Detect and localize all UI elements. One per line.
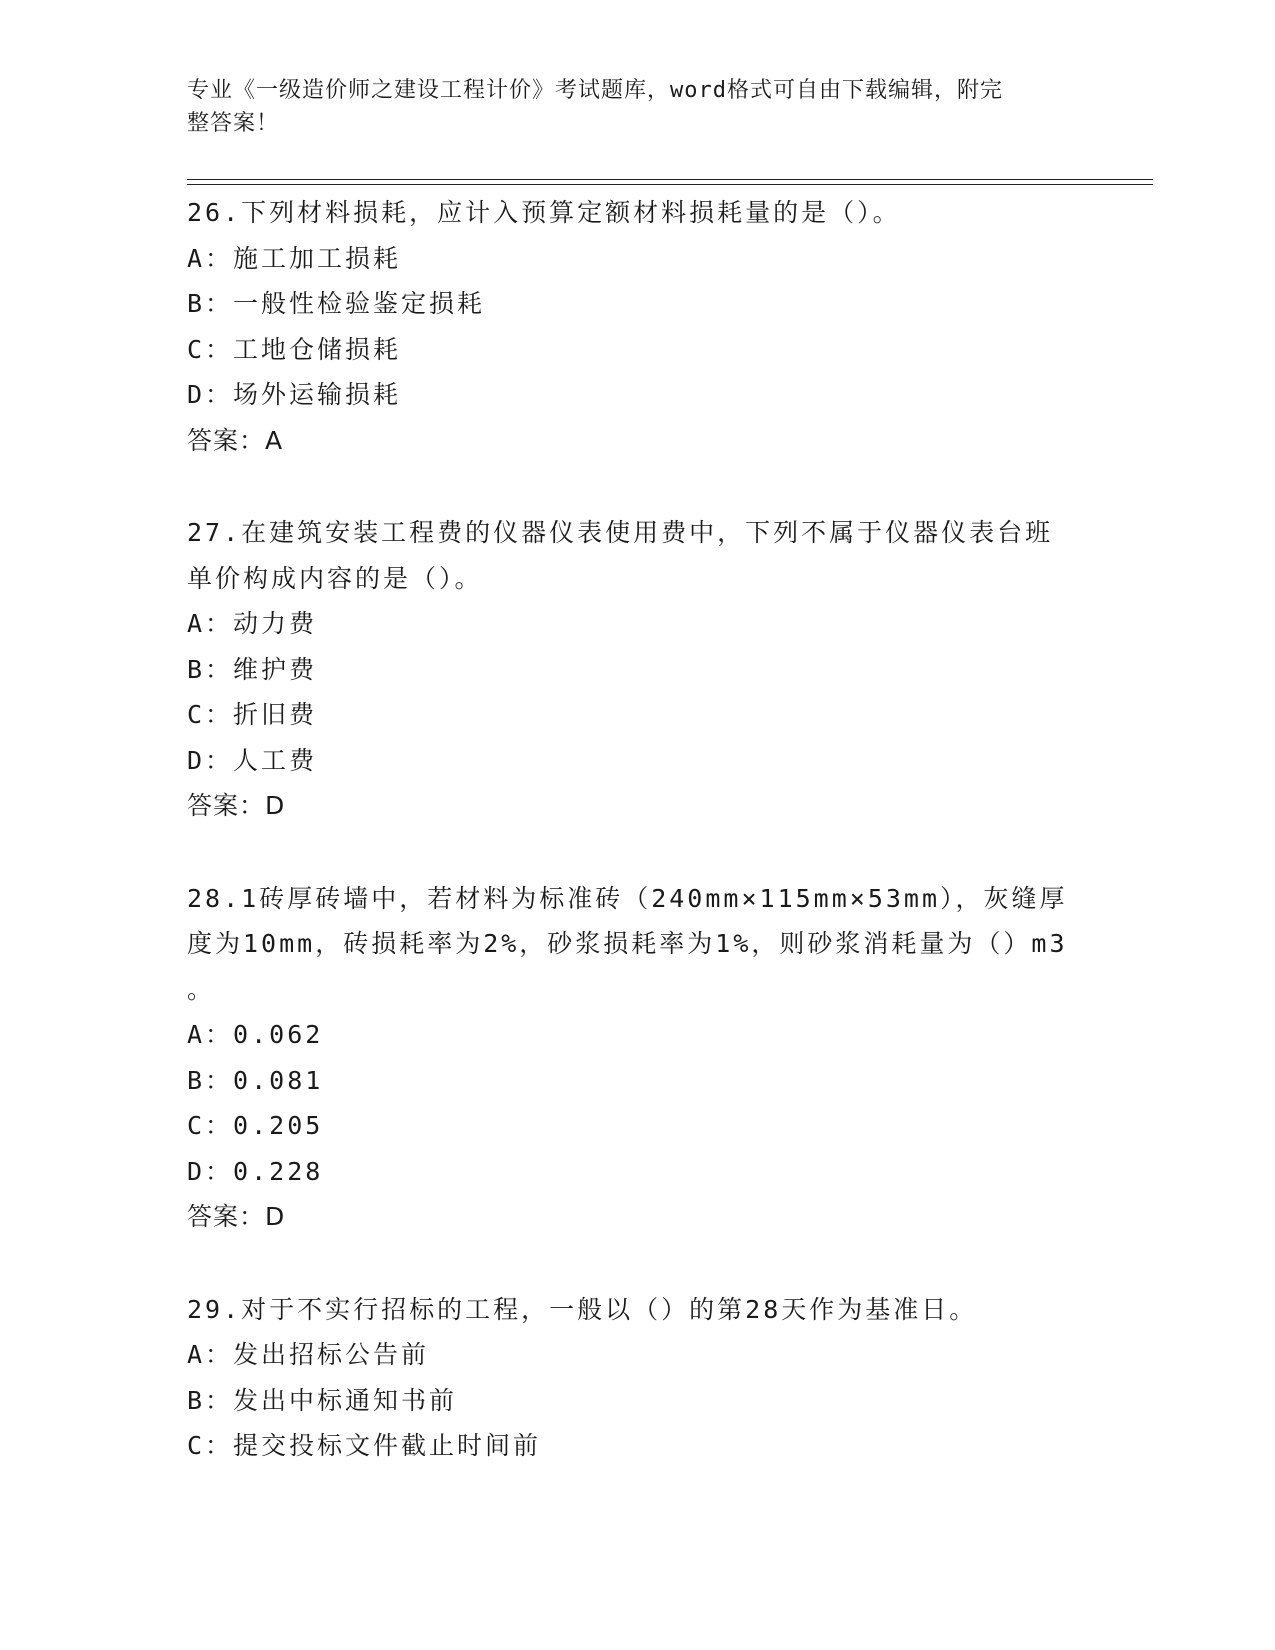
answer-line — [187, 783, 1087, 829]
question-text: 27.在建筑安装工程费的仪器仪表使用费中，下列不属于仪器仪表台班 — [187, 518, 1054, 547]
question-text-end: 。 — [187, 974, 216, 1004]
question-27 — [187, 510, 1087, 829]
option-d: D：场外运输损耗 — [187, 380, 402, 409]
option-a: A：施工加工损耗 — [187, 243, 402, 273]
option-b: B：维护费 — [187, 654, 318, 684]
answer-line — [187, 1194, 1087, 1240]
option-d: D：人工费 — [187, 745, 318, 775]
answer-label: 答案： — [187, 1202, 266, 1231]
option-d: D：0.228 — [187, 1156, 324, 1186]
question-text: 29.对于不实行招标的工程，一般以（）的第28天作为基准日。 — [187, 1294, 978, 1324]
question-text-continued: 度为10mm，砖损耗率为2%，砂浆损耗率为1%，则砂浆消耗量为（）m3 — [187, 929, 1068, 958]
question-text-continued: 单价构成内容的是（）。 — [187, 563, 483, 593]
answer-label: 答案： — [187, 425, 266, 455]
option-a: A：发出招标公告前 — [187, 1340, 430, 1369]
header-divider-bottom — [187, 184, 1153, 185]
option-a: A：动力费 — [187, 609, 318, 638]
answer-value: D — [265, 791, 286, 820]
option-b: B：发出中标通知书前 — [187, 1385, 458, 1415]
question-29 — [187, 1287, 1087, 1469]
header-divider-top — [187, 179, 1153, 180]
option-b: B：0.081 — [187, 1065, 324, 1095]
question-26 — [187, 190, 1087, 463]
option-b: B：一般性检验鉴定损耗 — [187, 289, 486, 318]
question-text: 26.下列材料损耗，应计入预算定额材料损耗量的是（）。 — [187, 198, 901, 227]
option-c: C：工地仓储损耗 — [187, 334, 402, 364]
header-line-1: 专业《一级造价师之建设工程计价》考试题库，word格式可自由下载编辑，附完 — [187, 78, 1003, 103]
option-c: C：提交投标文件截止时间前 — [187, 1431, 542, 1460]
option-a: A：0.062 — [187, 1020, 324, 1049]
answer-label: 答案： — [187, 791, 266, 820]
option-c: C：0.205 — [187, 1111, 324, 1140]
question-text: 28.1砖厚砖墙中，若材料为标准砖（240mm×115mm×53mm），灰缝厚 — [187, 883, 1068, 913]
answer-value: D — [265, 1202, 286, 1231]
answer-value: A — [265, 425, 284, 455]
header-line-2: 整答案！ — [187, 111, 280, 136]
question-list — [187, 190, 1087, 1516]
answer-line — [187, 418, 1087, 464]
question-28 — [187, 876, 1087, 1240]
document-header — [187, 74, 1067, 140]
option-c: C：折旧费 — [187, 700, 318, 729]
